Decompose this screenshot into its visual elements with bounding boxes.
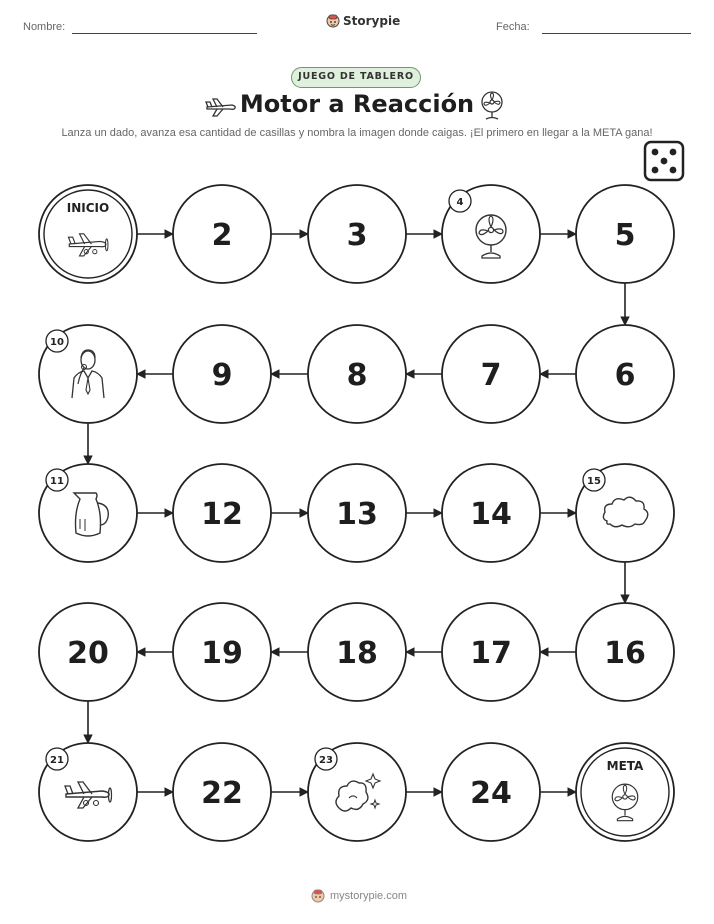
cell-number: 13 [336, 497, 378, 532]
board-cell-9 [173, 325, 271, 423]
cell-number: 14 [470, 497, 512, 532]
cell-number: 24 [470, 776, 512, 811]
cell-number: 10 [50, 337, 64, 348]
board-cell-23 [308, 743, 406, 841]
board-cell-20 [39, 603, 137, 701]
instructions-text: Lanza un dado, avanza esa cantidad de casillas y nombra la imagen donde caigas. ¡El primero en llegar a la META gana! [61, 127, 653, 139]
cell-number: 11 [50, 476, 64, 487]
board-cell-12 [173, 464, 271, 562]
cell-number: 21 [50, 755, 64, 766]
board-cell-3 [308, 185, 406, 283]
cell-number: 9 [211, 358, 233, 393]
cell-number: 12 [201, 497, 243, 532]
cell-number: 15 [587, 476, 601, 487]
board-cell-6 [576, 325, 674, 423]
board-cell-4 [442, 185, 540, 283]
cell-number: 4 [456, 197, 464, 208]
board-cell-15 [576, 464, 674, 562]
cell-number: 8 [346, 358, 368, 393]
game-type-badge: JUEGO DE TABLERO [291, 67, 421, 88]
footer [310, 888, 407, 904]
cell-number: 19 [201, 636, 243, 671]
board-cell-13 [308, 464, 406, 562]
cell-number: 5 [614, 218, 636, 253]
cell-number: 6 [614, 358, 636, 393]
cell-number: 16 [604, 636, 646, 671]
board-cell-16 [576, 603, 674, 701]
cell-number: 23 [319, 755, 333, 766]
footer-url: mystorypie.com [330, 890, 408, 902]
cell-number: 22 [201, 776, 243, 811]
board-cell-8 [308, 325, 406, 423]
board-cell-2 [173, 185, 271, 283]
board-cell-18 [308, 603, 406, 701]
cell-number: 17 [470, 636, 512, 671]
cell-number: 3 [346, 218, 368, 253]
date-label: Fecha: [496, 21, 530, 33]
board-cell-24 [442, 743, 540, 841]
start-label: INICIO [66, 201, 110, 215]
cell-number: 18 [336, 636, 378, 671]
page-title: Motor a Reacción [239, 90, 475, 118]
board-cell-11 [39, 464, 137, 562]
cell-number: 2 [211, 218, 233, 253]
board-cell-1 [39, 185, 137, 283]
board-cell-10 [39, 325, 137, 423]
cell-number: 7 [480, 358, 502, 393]
storypie-mascot-icon [310, 888, 326, 904]
board-cell-21 [39, 743, 137, 841]
board-cell-14 [442, 464, 540, 562]
brand-name: Storypie [343, 14, 401, 28]
board-cells [39, 185, 674, 841]
cell-number: 20 [67, 636, 109, 671]
board-cell-25 [576, 743, 674, 841]
board-cell-19 [173, 603, 271, 701]
finish-label: META [606, 759, 644, 773]
name-label: Nombre: [23, 21, 66, 33]
board-cell-7 [442, 325, 540, 423]
board-cell-22 [173, 743, 271, 841]
board-cell-5 [576, 185, 674, 283]
board-cell-17 [442, 603, 540, 701]
